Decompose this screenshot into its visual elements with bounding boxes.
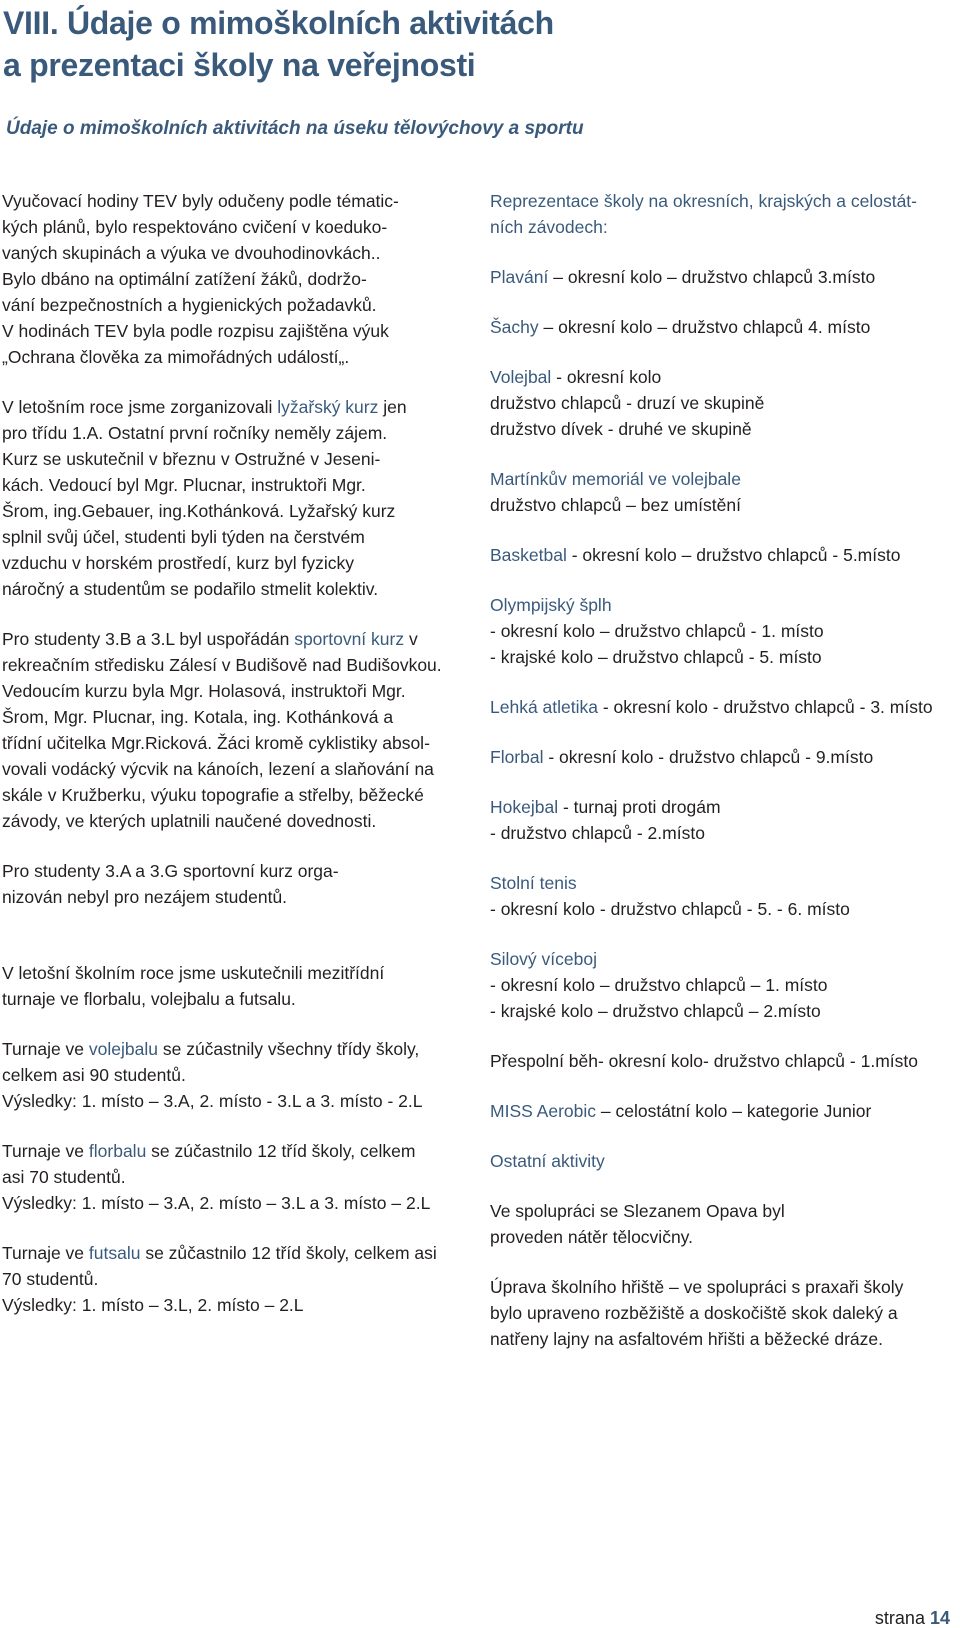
text-run: Turnaje ve [2, 1141, 89, 1161]
text-line: turnaje ve florbalu, volejbalu a futsalu. [2, 989, 296, 1009]
highlight-floorball: florbalu [88, 1141, 147, 1161]
text-line: třídní učitelka Mgr.Ricková. Žáci kromě cyklistiky absol- [2, 733, 430, 753]
sport-name: Basketbal [490, 545, 567, 565]
text-line: nizován nebyl pro nezájem studentů. [2, 887, 288, 907]
result-text: - okresní kolo - družstvo chlapců - 3. místo [598, 697, 933, 717]
text-line: družstvo chlapců - druzí ve skupině [490, 393, 765, 413]
result-text: – celostátní kolo – kategorie Junior [596, 1101, 872, 1121]
paragraph-ski-course [2, 394, 472, 602]
title-line-1: VIII. Údaje o mimoškolních aktivitách [3, 5, 554, 41]
text-line: V hodinách TEV byla podle rozpisu zajištěna výuk [2, 321, 389, 341]
text-line: - okresní kolo - družstvo chlapců - 5. - 6. místo [490, 899, 850, 919]
highlight-ski-course: lyžařský kurz [277, 397, 379, 417]
text-run: Turnaje ve [2, 1039, 89, 1059]
text-line: vání bezpečnostních a hygienických požadavků. [2, 295, 377, 315]
text-line: Vyučovací hodiny TEV byly odučeny podle tématic- [2, 191, 399, 211]
text-line: - družstvo chlapců - 2.místo [490, 823, 705, 843]
text-run: se zúčastnily všechny třídy školy, [157, 1039, 420, 1059]
sport-name: Stolní tenis [490, 873, 577, 893]
paragraph-futsal-tournament [2, 1240, 472, 1318]
text-line: ních závodech: [490, 217, 608, 237]
highlight-volleyball: volejbalu [88, 1039, 158, 1059]
result-strength-multievent [490, 946, 960, 1024]
text-line: rekreačním středisku Zálesí v Budišově nad Budišovkou. [2, 655, 442, 675]
title-line-2: a prezentaci školy na veřejnosti [3, 47, 476, 83]
text-line: vzduchu v horském prostředí, kurz byl fyzicky [2, 553, 355, 573]
text-line: pro třídu 1.A. Ostatní první ročníky neměly zájem. [2, 423, 388, 443]
result-rope-climb [490, 592, 960, 670]
paragraph-sports-course [2, 626, 472, 834]
result-floorball [490, 744, 960, 770]
text-line: V letošní školním roce jsme uskutečnili mezitřídní [2, 963, 385, 983]
result-athletics [490, 694, 960, 720]
text-line: Kurz se uskutečnil v březnu v Ostružné v Jeseni- [2, 449, 381, 469]
paragraph-no-course [2, 858, 472, 910]
text-line: Výsledky: 1. místo – 3.A, 2. místo – 3.L a 3. místo – 2.L [2, 1193, 431, 1213]
sport-name: Lehká atletika [490, 697, 598, 717]
text-line: - krajské kolo – družstvo chlapců - 5. místo [490, 647, 822, 667]
other-activities-heading [490, 1148, 960, 1174]
paragraph-tev-lessons [2, 188, 472, 370]
text-run: V letošním roce jsme zorganizovali [2, 397, 278, 417]
text-line: vaných skupinách a výuka ve dvouhodinovkách.. [2, 243, 381, 263]
paragraph-inter-class-tournaments [2, 960, 472, 1012]
sport-name: Martínkův memoriál ve volejbale [490, 469, 741, 489]
text-run: v [404, 629, 418, 649]
text-line: proveden nátěr tělocvičny. [490, 1227, 693, 1247]
text-line: 70 studentů. [2, 1269, 99, 1289]
text-line: - okresní kolo – družstvo chlapců - 1. místo [490, 621, 824, 641]
sport-name: Silový víceboj [490, 949, 597, 969]
result-text: – okresní kolo – družstvo chlapců 3.místo [548, 267, 876, 287]
text-line: Úprava školního hřiště – ve spolupráci s praxaři školy [490, 1277, 904, 1297]
heading-text: Ostatní aktivity [490, 1151, 605, 1171]
text-line: Výsledky: 1. místo – 3.A, 2. místo - 3.L a 3. místo - 2.L [2, 1091, 423, 1111]
result-volleyball [490, 364, 960, 442]
text-line: družstvo chlapců – bez umístění [490, 495, 741, 515]
text-line: Šrom, ing.Gebauer, ing.Kothánková. Lyžařský kurz [2, 501, 396, 521]
text-line: Ve spolupráci se Slezanem Opava byl [490, 1201, 785, 1221]
paragraph-playground-renovation [490, 1274, 960, 1352]
highlight-futsal: futsalu [88, 1243, 141, 1263]
text-run: se zúčastnilo 12 tříd školy, celkem [146, 1141, 416, 1161]
sport-name: Šachy [490, 317, 539, 337]
page-footer [875, 1608, 950, 1628]
highlight-sports-course: sportovní kurz [294, 629, 405, 649]
text-line: „Ochrana člověka za mimořádných událostí„. [2, 347, 350, 367]
text-run: jen [378, 397, 407, 417]
text-line: Pro studenty 3.A a 3.G sportovní kurz orga- [2, 861, 339, 881]
text-line: skále v Kružberku, výuku topografie a střelby, běžecké [2, 785, 424, 805]
result-text: - turnaj proti drogám [558, 797, 721, 817]
result-swimming [490, 264, 960, 290]
result-table-tennis [490, 870, 960, 922]
text-line: Bylo dbáno na optimální zatížení žáků, dodržo- [2, 269, 367, 289]
paragraph-volleyball-tournament [2, 1036, 472, 1114]
text-line: vovali vodácký výcvik na kánoích, lezení a slaňování na [2, 759, 434, 779]
sport-name: Plavání [490, 267, 549, 287]
sport-name: Olympijský šplh [490, 595, 612, 615]
result-text: - okresní kolo - družstvo chlapců - 9.místo [543, 747, 874, 767]
text-line: družstvo dívek - druhé ve skupině [490, 419, 752, 439]
text-run: Pro studenty 3.B a 3.L byl uspořádán [2, 629, 295, 649]
text-line: asi 70 studentů. [2, 1167, 126, 1187]
text-line: Šrom, Mgr. Plucnar, ing. Kotala, ing. Kothánková a [2, 707, 394, 727]
paragraph-gym-painting [490, 1198, 960, 1250]
sport-name: Florbal [490, 747, 544, 767]
sport-name: MISS Aerobic [490, 1101, 597, 1121]
text-line: - krajské kolo – družstvo chlapců – 2.místo [490, 1001, 821, 1021]
paragraph-floorball-tournament [2, 1138, 472, 1216]
sport-name: Hokejbal [490, 797, 559, 817]
text-line: celkem asi 90 studentů. [2, 1065, 186, 1085]
text-line: splnil svůj účel, studenti byli týden na čerstvém [2, 527, 365, 547]
text-run: Turnaje ve [2, 1243, 89, 1263]
result-text: Přespolní běh- okresní kolo- družstvo chlapců - 1.místo [490, 1051, 918, 1071]
result-martinek-memorial [490, 466, 960, 518]
result-hockeyball [490, 794, 960, 846]
result-chess [490, 314, 960, 340]
left-column [2, 188, 472, 1318]
representation-heading [490, 188, 960, 240]
text-line: závody, ve kterých uplatnili naučené dovednosti. [2, 811, 377, 831]
result-text: - okresní kolo [551, 367, 662, 387]
text-line: Výsledky: 1. místo – 3.L, 2. místo – 2.L [2, 1295, 304, 1315]
page-number: 14 [929, 1608, 950, 1628]
section-subtitle: Údaje o mimoškolních aktivitách na úseku tělovýchovy a sportu [6, 118, 584, 139]
result-text: – okresní kolo – družstvo chlapců 4. místo [538, 317, 871, 337]
right-column [490, 188, 960, 1352]
result-miss-aerobic [490, 1098, 960, 1124]
text-line: Reprezentace školy na okresních, krajských a celostát- [490, 191, 917, 211]
text-line: natřeny lajny na asfaltovém hřišti a běžecké dráze. [490, 1329, 883, 1349]
page-title [3, 2, 903, 86]
result-basketball [490, 542, 960, 568]
text-line: kách. Vedoucí byl Mgr. Plucnar, instruktoři Mgr. [2, 475, 366, 495]
text-line: - okresní kolo – družstvo chlapců – 1. místo [490, 975, 828, 995]
result-cross-country [490, 1048, 960, 1074]
page-label: strana [874, 1608, 925, 1628]
text-line: Vedoucím kurzu byla Mgr. Holasová, instruktoři Mgr. [2, 681, 406, 701]
result-text: - okresní kolo – družstvo chlapců - 5.místo [566, 545, 901, 565]
text-line: kých plánů, bylo respektováno cvičení v koeduko- [2, 217, 388, 237]
text-line: náročný a studentům se podařilo stmelit kolektiv. [2, 579, 379, 599]
text-line: bylo upraveno rozběžiště a doskočiště skok daleký a [490, 1303, 898, 1323]
text-run: se zůčastnilo 12 tříd školy, celkem asi [140, 1243, 437, 1263]
sport-name: Volejbal [490, 367, 552, 387]
